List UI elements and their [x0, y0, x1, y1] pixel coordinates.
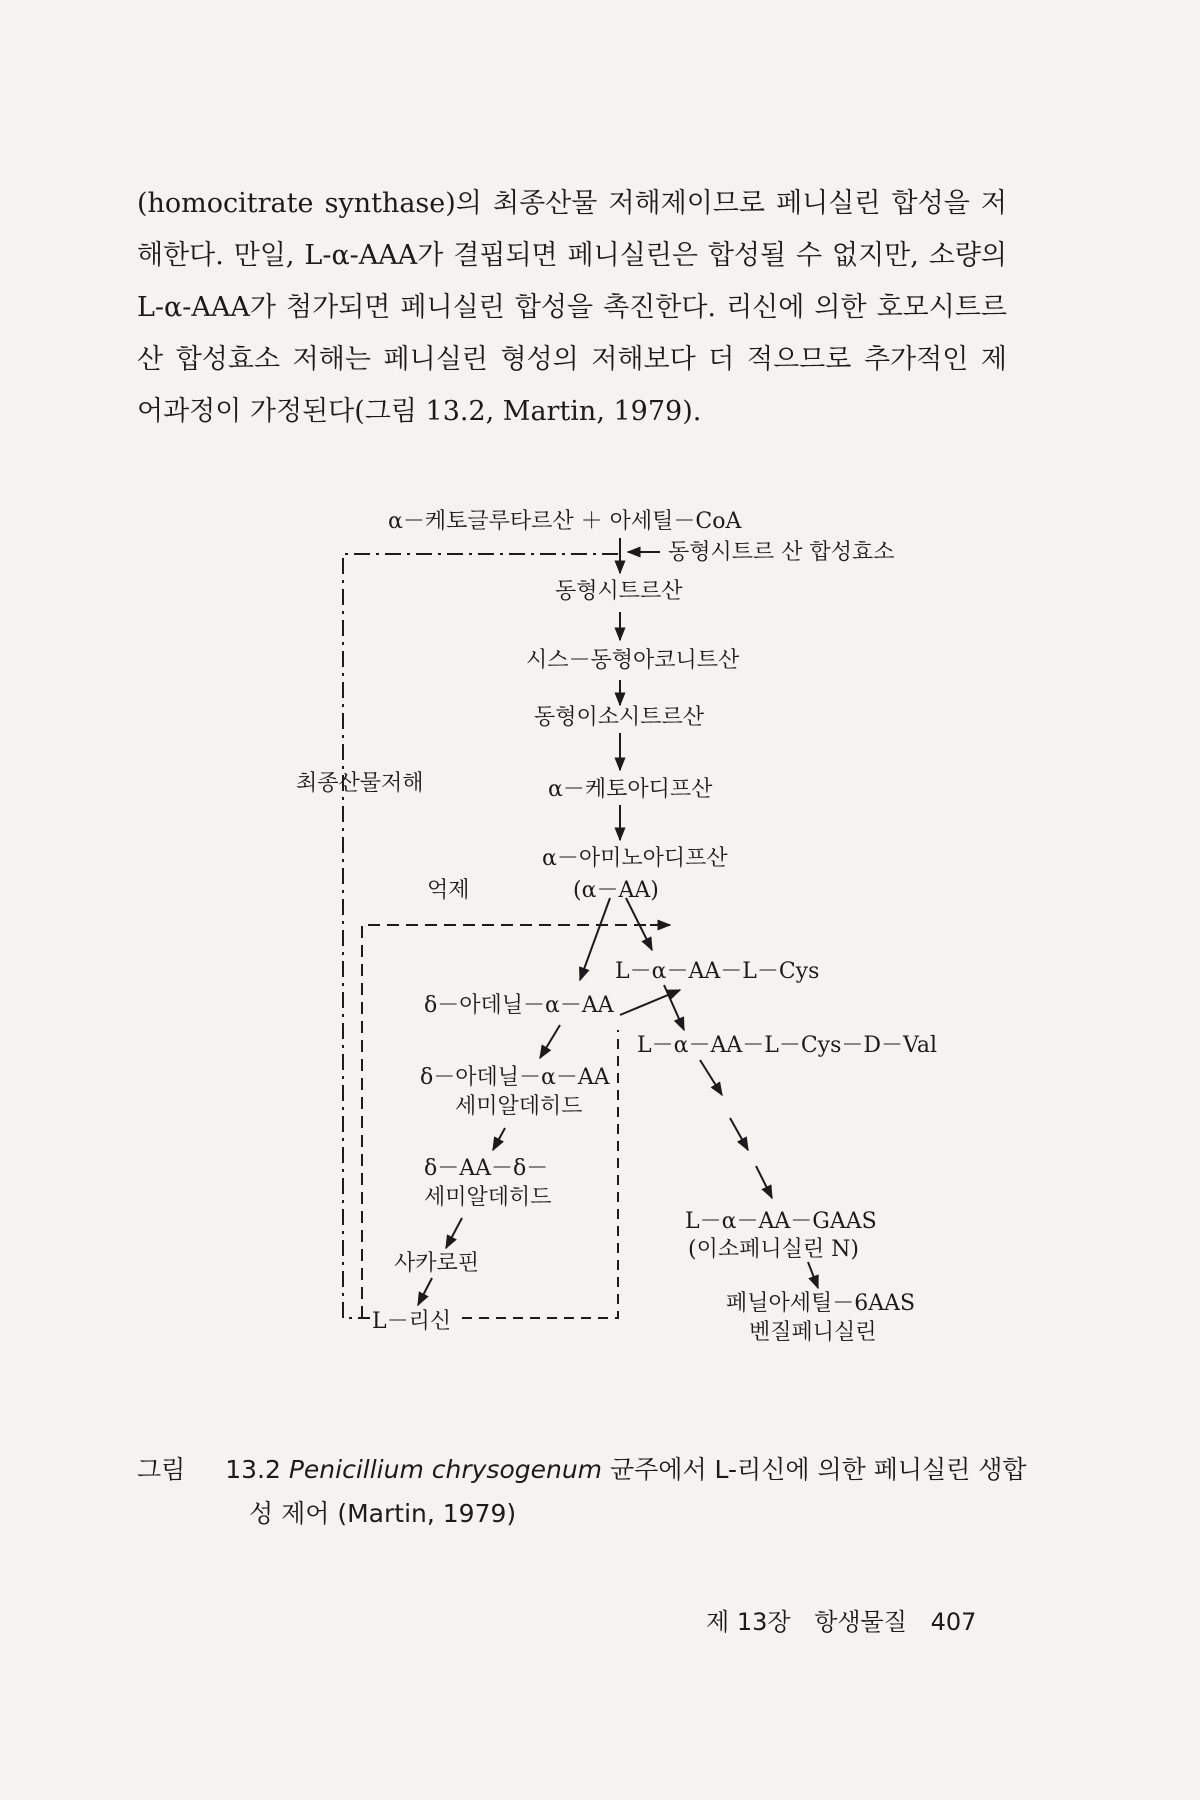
aa-semialdehyde-label-1: δ－AA－δ－: [424, 1156, 549, 1181]
caption-text-line1: 균주에서 L-리신에 의한 페니실린 생합: [610, 1455, 1027, 1484]
caption-text-line2: 성 제어 (Martin, 1979): [249, 1499, 517, 1528]
amino-adipate-abbr-label: (α－AA): [573, 878, 659, 903]
caption-number: 13.2: [225, 1455, 281, 1484]
arrow-to-penicillin-g: [808, 1262, 818, 1288]
arrow-to-aa-cys: [626, 898, 652, 950]
repression-label: 억제: [427, 878, 470, 903]
lysine-label: L－리신: [372, 1309, 452, 1334]
aa-cys-label: L－α－AA－L－Cys: [615, 959, 820, 984]
body-line: 해한다. 만일, L-α-AAA가 결핍되면 페니실린은 합성될 수 없지만, 소량의: [137, 240, 1007, 271]
isopenicillin-label-1: L－α－AA－GAAS: [685, 1209, 877, 1234]
footer-chapter: 제 13장: [706, 1608, 791, 1636]
body-line: 어과정이 가정된다(그림 13.2, Martin, 1979).: [137, 396, 702, 427]
footer-page-number: 407: [930, 1608, 977, 1636]
homocitrate-label: 동형시트르산: [555, 579, 683, 604]
arrow-to-lysine: [418, 1278, 432, 1305]
arrow-to-adenylyl-semialdehyde: [540, 1025, 560, 1058]
feedback-inhibition-label: 최종산물저해: [296, 771, 424, 796]
adenylyl-semialdehyde-label-2: 세미알데히드: [455, 1094, 583, 1119]
amino-adipate-label: α－아미노아디프산: [542, 846, 728, 871]
saccharopine-label: 사카로핀: [394, 1251, 480, 1276]
arrow-to-adenylyl-aa: [580, 898, 610, 980]
figure-caption: [137, 1448, 1037, 1536]
body-line: (homocitrate synthase)의 최종산물 저해제이므로 페니실린 합성을 저: [137, 188, 1007, 219]
arrow-to-isopenicillin: [756, 1166, 772, 1198]
arrow-acv-step2: [730, 1118, 748, 1150]
adenylyl-aa-label: δ－아데닐－α－AA: [424, 993, 614, 1018]
homoisocitrate-label: 동형이소시트르산: [534, 705, 705, 730]
penicillin-g-label-1: 페닐아세틸－6AAS: [726, 1291, 916, 1316]
acv-label: L－α－AA－L－Cys－D－Val: [637, 1033, 938, 1058]
body-line: 산 합성효소 저해는 페니실린 형성의 저해보다 더 적으므로 추가적인 제: [137, 344, 1007, 375]
keto-adipate-label: α－케토아디프산: [548, 777, 713, 802]
arrow-to-aa-semialdehyde: [493, 1128, 505, 1150]
isopenicillin-label-2: (이소페니실린 N): [688, 1237, 859, 1262]
adenylyl-semialdehyde-label-1: δ－아데닐－α－AA: [420, 1065, 610, 1090]
page-footer: [706, 1602, 992, 1637]
footer-chapter-title: 항생물질: [814, 1608, 907, 1636]
cis-homoaconitate-label: 시스－동형아코니트산: [526, 648, 740, 673]
body-line: L-α-AAA가 첨가되면 페니실린 합성을 촉진한다. 리신에 의한 호모시트르: [137, 292, 1007, 323]
arrow-acv-step1: [700, 1060, 722, 1095]
caption-species: Penicillium chrysogenum: [288, 1455, 603, 1484]
caption-label: 그림: [137, 1455, 186, 1484]
substrate-label: α－케토글루타르산 ＋ 아세틸－CoA: [388, 509, 742, 534]
enzyme-label: 동형시트르 산 합성효소: [668, 540, 895, 565]
penicillin-g-label-2: 벤질페니실린: [749, 1320, 877, 1345]
arrow-to-saccharopine: [446, 1218, 462, 1248]
aa-semialdehyde-label-2: 세미알데히드: [424, 1185, 552, 1210]
